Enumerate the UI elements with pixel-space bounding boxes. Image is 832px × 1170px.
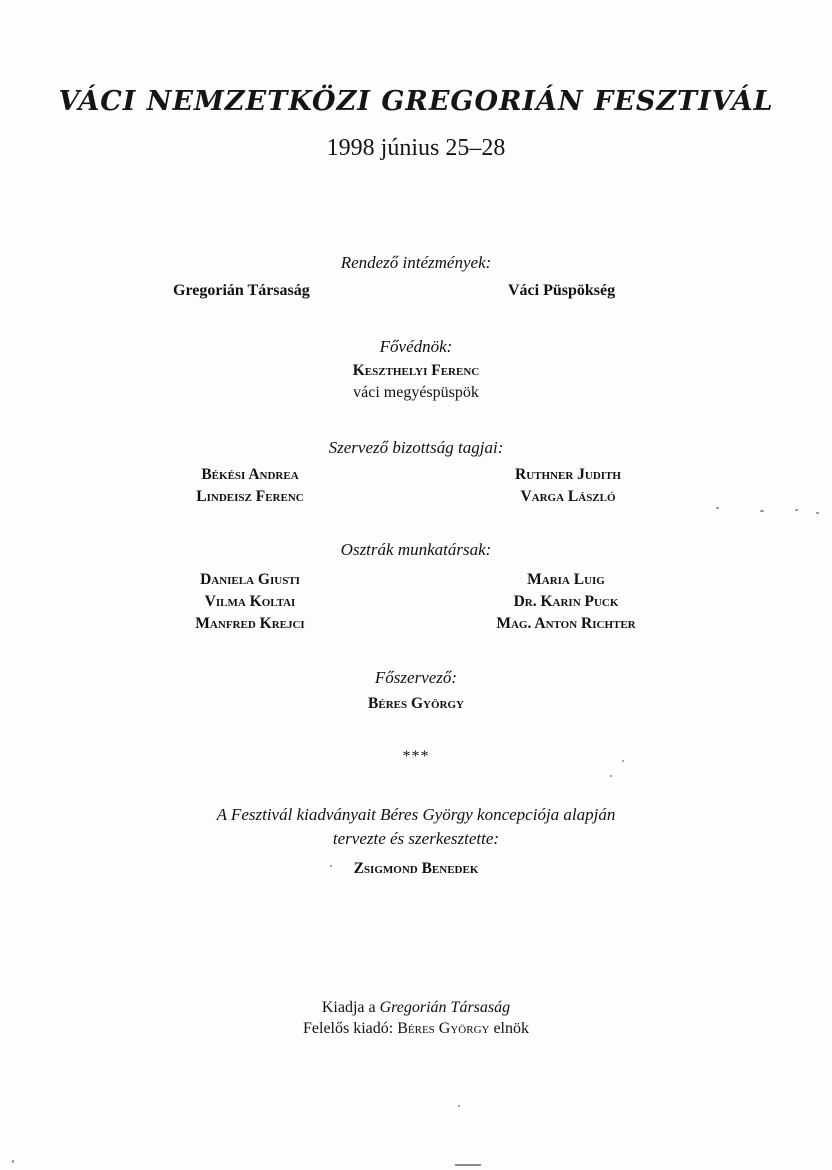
scan-speck	[816, 512, 819, 514]
designer-name: Zsigmond Benedek	[353, 860, 479, 877]
publications-line-1: A Fesztivál kiadványait Béres György koncepciója alapján	[216, 805, 616, 824]
committee-member: Békési Andrea	[201, 466, 299, 483]
scan-speck	[330, 865, 332, 867]
scan-speck	[610, 775, 612, 777]
publications-line-2: tervezte és szerkesztette:	[332, 829, 500, 848]
patron-name: Keszthelyi Ferenc	[352, 362, 480, 379]
imprint-responsible-prefix: Felelős kiadó:	[303, 1020, 394, 1037]
imprint-responsible	[0, 1020, 832, 1038]
austrian-heading: Osztrák munkatársak:	[340, 540, 492, 559]
chief-name: Béres György	[368, 695, 464, 712]
imprint-publisher	[0, 999, 832, 1017]
scan-speck	[458, 1105, 460, 1107]
austrian-member: Daniela Giusti	[200, 571, 300, 588]
scan-speck	[795, 509, 798, 511]
separator: ***	[402, 748, 430, 765]
scan-speck	[760, 510, 764, 512]
organizer-right: Váci Püspökség	[508, 282, 616, 299]
austrian-member: Dr. Karin Puck	[513, 593, 619, 610]
austrian-member: Maria Luig	[527, 571, 605, 588]
chief-heading: Főszervező:	[374, 668, 458, 687]
scan-speck	[455, 1164, 481, 1166]
imprint-responsible-suffix: elnök	[493, 1020, 529, 1037]
imprint-publisher-name: Gregorián Társaság	[379, 999, 511, 1016]
scan-speck	[716, 507, 719, 509]
committee-heading: Szervező bizottság tagjai:	[328, 438, 504, 457]
organizer-left: Gregorián Társaság	[173, 282, 310, 299]
committee-member: Varga László	[520, 488, 616, 505]
imprint-responsible-name: Béres György	[397, 1020, 490, 1037]
committee-member: Ruthner Judith	[515, 466, 621, 483]
austrian-member: Manfred Krejci	[195, 615, 305, 632]
patron-heading: Fővédnök:	[379, 337, 453, 356]
festival-title: VÁCI NEMZETKÖZI GREGORIÁN FESZTIVÁL	[58, 86, 774, 117]
austrian-member: Mag. Anton Richter	[496, 615, 636, 632]
scan-speck	[12, 1160, 14, 1163]
committee-member: Lindeisz Ferenc	[196, 488, 304, 505]
patron-role: váci megyéspüspök	[353, 384, 479, 401]
festival-date: 1998 június 25–28	[326, 135, 506, 161]
scan-speck	[622, 760, 624, 762]
imprint-publisher-prefix: Kiadja a	[321, 999, 376, 1016]
austrian-member: Vilma Koltai	[204, 593, 296, 610]
organizers-heading: Rendező intézmények:	[340, 253, 492, 272]
